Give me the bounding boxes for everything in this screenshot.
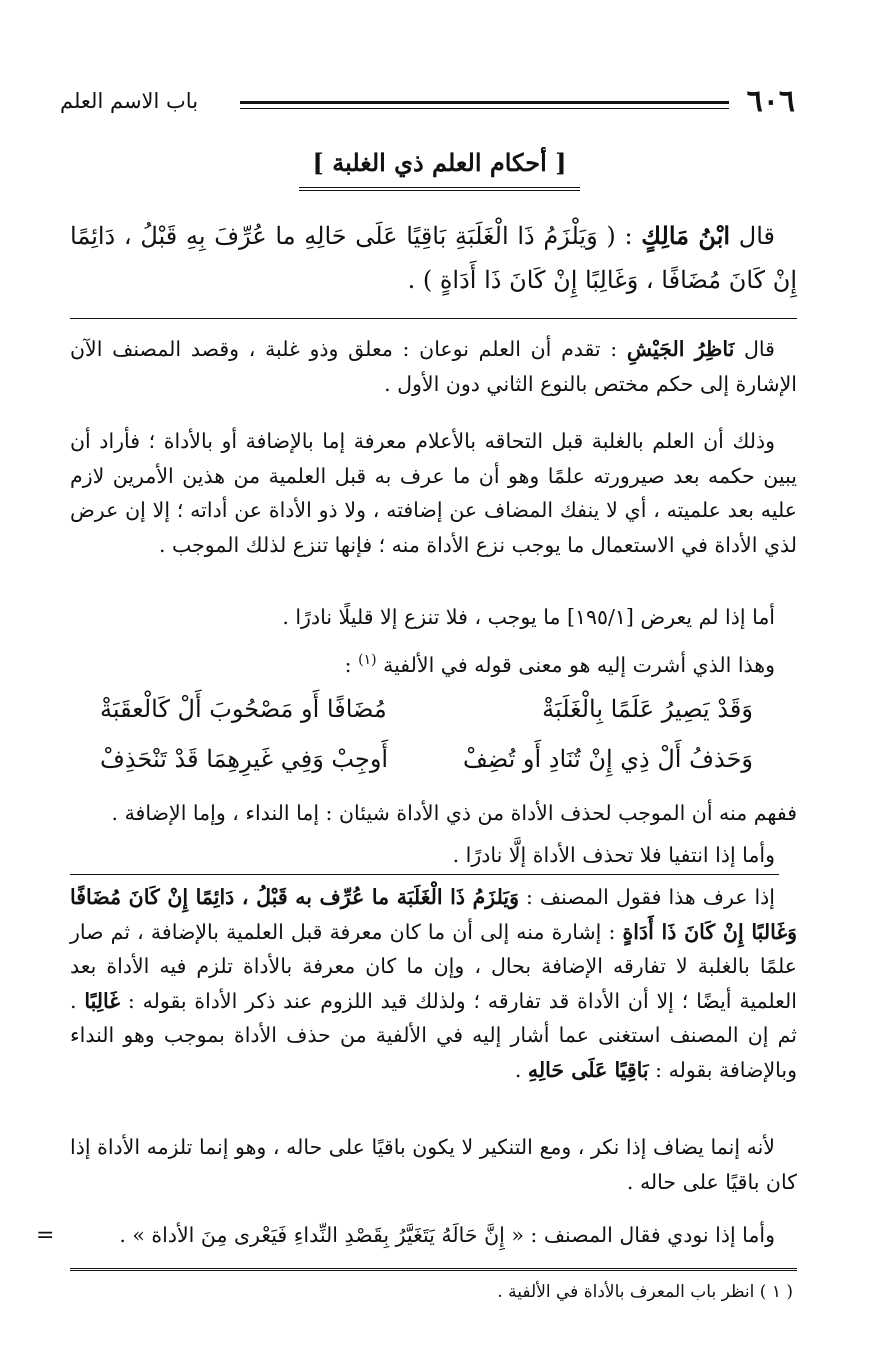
quoted-matn: وَيَلزَمُ ذَا الْغَلَبَة ما عُرِّف به قَبْلُ ، دَائِمًا إِنْ كَانَ مُضَافًا وَغَالبًا إِنْ كَانَ ذَا أَدَاةٍ	[70, 885, 797, 944]
author-name: ابْنُ مَالِكٍ	[641, 221, 731, 250]
commentator-name: نَاظِرُ الجَيْشِ	[626, 337, 735, 361]
verse-2-hemistich-2: أَوجِبْ وَفِي غَيرِهِمَا قَدْ تَنْحَذِفْ	[100, 745, 389, 773]
continuation-mark: =	[36, 1223, 55, 1248]
verse-line-2	[100, 738, 753, 780]
verse-line-1	[100, 688, 753, 730]
footnote-rule	[70, 1268, 797, 1271]
quoted-phrase: بَاقِيًا عَلَى حَالِهِ	[527, 1057, 649, 1082]
quoted-word: غَالِبًا	[84, 988, 121, 1013]
commentary-paragraph-1: قال نَاظِرُ الجَيْشِ : تقدم أن العلم نوعان : معلق وذو غلبة ، وقصد المصنف الآن الإشارة إلى حكم مختص بالنوع الثاني دون الأول .	[70, 337, 797, 396]
section-divider	[70, 318, 797, 319]
verse-2-hemistich-1: وَحَذفُ أَلْ ذِي إِنْ تُنَادِ أَو تُضِفْ	[462, 745, 753, 773]
commentary-paragraph-7: إذا عرف هذا فقول المصنف : وَيَلزَمُ ذَا الْغَلَبَة ما عُرِّف به قَبْلُ ، دَائِمًا إِنْ كَانَ مُضَافًا وَغَالبًا إِنْ كَانَ ذَا أَدَاةٍ : إشارة منه إلى أن ما كان معرفة قبل العلمية بالإضافة ، ثم صار علمًا بالغلبة لا تفارقه الإضافة بحال ، وإن ما كان معرفة بالأداة تلزم فيه الأداة بعد العلمية أيضًا ؛ إلا أن الأداة قد تفارقه ؛ ولذلك قيد اللزوم عند ذكر الأداة بقوله : غَالِبًا . ثم إن المصنف استغنى عما أشار إليه في الألفية من حذف الأداة بموجب وهو النداء وبالإضافة بقوله : بَاقِيًا عَلَى حَالِهِ .	[70, 885, 797, 1082]
page-number: ٦٠٦	[746, 84, 795, 119]
footnote: ( ١ ) انظر باب المعرف بالأداة في الألفية .	[497, 1282, 793, 1302]
header-rule	[240, 101, 729, 109]
verse-1-hemistich-1: وَقَدْ يَصِيرُ عَلَمًا بِالْغَلَبَةْ	[542, 695, 753, 723]
commentary-paragraph-5: ففهم منه أن الموجب لحذف الأداة من ذي الأداة شيئان : إما النداء ، وإما الإضافة .	[111, 801, 797, 825]
commentary-paragraph-6: وأما إذا انتفيا فلا تحذف الأداة إلَّا نادرًا .	[452, 843, 775, 867]
running-header	[60, 82, 795, 122]
chapter-title: باب الاسم العلم	[60, 89, 199, 113]
commentary-paragraph-4: وهذا الذي أشرت إليه هو معنى قوله في الألفية $^{(١)}$ :	[344, 652, 775, 677]
matn-paragraph: قال ابْنُ مَالِكٍ : ( وَيَلْزَمُ ذَا الْغَلَبَةِ بَاقِيًا عَلَى حَالِهِ ما عُرِّفَ بِهِ قَبْلُ ، دَائِمًا إِنْ كَانَ مُضَافًا ، وَغَالِبًا إِنْ كَانَ ذَا أَدَاةٍ ) .	[70, 221, 797, 294]
footnote-marker: (١)	[358, 652, 377, 668]
paragraph-divider	[70, 874, 779, 875]
commentary-paragraph-2: وذلك أن العلم بالغلبة قبل التحاقه بالأعلام معرفة إما بالإضافة أو بالأداة ؛ فأراد أن يبين حكمه بعد صيرورته علمًا وهو أن ما عرف به قبل العلمية من هذين الأمرين لازم عليه بعد علميته ، أي لا ينفك المضاف عن إضافته ، ولا ذو الأداة عن أداته ؛ إلا إن عرض لذي الأداة في الاستعمال ما يوجب نزع الأداة منه ؛ فإنها تنزع لذلك الموجب .	[70, 429, 797, 557]
section-title: [ أحكام العلم ذي الغلبة ]	[0, 142, 879, 191]
commentary-paragraph-3: أما إذا لم يعرض [١٩٥/١] ما يوجب ، فلا تنزع إلا قليلًا نادرًا .	[282, 605, 775, 629]
verse-1-hemistich-2: مُضَافًا أَو مَصْحُوبَ أَلْ كَالْعقَبَةْ	[100, 695, 387, 723]
commentary-paragraph-8: لأنه إنما يضاف إذا نكر ، ومع التنكير لا يكون باقيًا على حاله ، وهو إنما تلزمه الأداة إذا كان باقيًا على حاله .	[70, 1135, 797, 1194]
commentary-paragraph-9: وأما إذا نودي فقال المصنف : « إِنَّ حَالَهُ يَتَغَيَّرُ بِقَصْدِ النِّداءِ فَيَعْرى مِنَ الأداة » .	[119, 1223, 775, 1247]
